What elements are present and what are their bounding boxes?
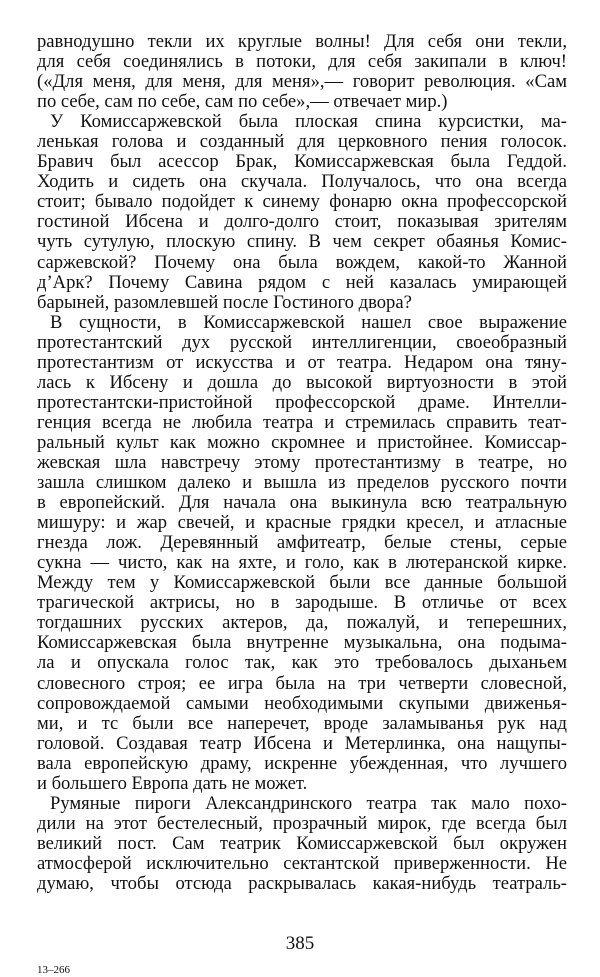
text-line: дили на этот бестелесный, прозрачный мирок, где всегда был <box>37 812 567 834</box>
text-line: и большего Европа дать не может. <box>37 772 308 794</box>
text-line: Румяные пироги Александринского театра так мало похо- <box>50 792 567 814</box>
text-line: равнодушно текли их круглые волны! Для себя они текли, <box>37 31 567 52</box>
text-line: думаю, чтобы отсюда раскрывалась какая-нибудь театраль- <box>37 872 567 894</box>
text-line: трагической актрисы, но в зародыше. В отличье от всех <box>37 592 567 614</box>
text-line: саржевской? Почему она была вождем, какой-то Жанной <box>37 251 567 273</box>
text-line: («Для меня, для меня, для меня»,— говорит революция. «Сам <box>37 71 567 93</box>
text-line: лась к Ибсену и дошла до высокой виртуозности в этой <box>37 371 567 393</box>
paragraph <box>37 112 567 312</box>
text-line: в европейский. Для начала она выкинула всю театральную <box>37 492 567 514</box>
text-line: У Комиссаржевской была плоская спина курсистки, ма- <box>50 111 567 133</box>
text-line: гостиной Ибсена и долго-долго стоит, показывая зрителям <box>37 211 567 233</box>
printer-signature-mark: 13–266 <box>37 964 70 976</box>
text-line: по себе, сам по себе, сам по себе»,— отвечает мир.) <box>37 91 448 113</box>
text-line: Между тем у Комиссаржевской были все данные большой <box>37 572 567 594</box>
text-line: головой. Создавая театр Ибсена и Метерлинка, она нащупы- <box>37 732 567 754</box>
text-line: Ходить и сидеть она скучала. Получалось, что она всегда <box>37 171 567 193</box>
text-line: вала европейскую драму, искренне убежденная, что лучшего <box>37 752 567 774</box>
text-line: гнезда лож. Деревянный амфитеатр, белые стены, серые <box>37 532 567 554</box>
text-line: ла и опускала голос так, как это требовалось дыханьем <box>37 652 567 674</box>
text-line: протестантизм от искусства и от театра. Недаром она тяну- <box>37 351 567 373</box>
paragraph <box>37 794 567 894</box>
text-line: ральный культ как можно скромнее и пристойнее. Комиссар- <box>37 431 567 453</box>
text-line: Бравич был асессор Брак, Комиссаржевская была Геддой. <box>37 151 567 173</box>
text-line: ми, и тс были все наперечет, вроде заламыванья рук над <box>37 712 567 734</box>
text-line: жевская шла навстречу этому протестантизму в театре, но <box>37 451 567 473</box>
body-text <box>37 32 567 894</box>
text-line: чуть сутулую, плоскую спину. В чем секрет обаянья Комис- <box>37 231 567 253</box>
text-line: мишуру: и жар свечей, и красные грядки кресел, и атласные <box>37 512 567 534</box>
text-line: великий пост. Сам театрик Комиссаржевской был окружен <box>37 832 567 854</box>
text-line: атмосферой исключительно сектантской приверженности. Не <box>37 852 567 874</box>
text-line: протестантский дух русской интеллигенции, своеобразный <box>37 331 567 353</box>
text-line: д’Арк? Почему Савина рядом с ней казалась умирающей <box>37 271 567 293</box>
paragraph <box>37 313 567 794</box>
text-line: стоит; бывало подойдет к синему фонарю окна профессорской <box>37 191 567 213</box>
text-line: В сущности, в Комиссаржевской нашел свое выражение <box>50 311 567 333</box>
text-line: ленькая голова и созданный для церковного пения голосок. <box>37 131 567 153</box>
text-line: словесного строя; ее игра была на три четверти словесной, <box>37 672 567 694</box>
text-line: зашла слишком далеко и вышла из пределов русского почти <box>37 472 567 494</box>
text-line: сопровождаемой самыми необходимыми скупыми движенья- <box>37 692 567 714</box>
text-line: тогдашних русских актеров, да, пожалуй, и теперешних, <box>37 612 567 634</box>
paragraph <box>37 32 567 112</box>
text-line: барыней, разомлевшей после Гостиного двора? <box>37 291 412 313</box>
page-number: 385 <box>285 933 315 954</box>
text-line: генция всегда не любила театра и стремилась справить теат- <box>37 411 567 433</box>
text-line: для себя соединялись в потоки, для себя закипали в ключ! <box>37 51 567 73</box>
text-line: Комиссаржевская была внутренне музыкальна, она подыма- <box>37 632 567 654</box>
text-line: сукна — чисто, как на яхте, и голо, как в лютеранской кирке. <box>37 552 567 574</box>
text-line: протестантски-пристойной профессорской драме. Интелли- <box>37 391 567 413</box>
